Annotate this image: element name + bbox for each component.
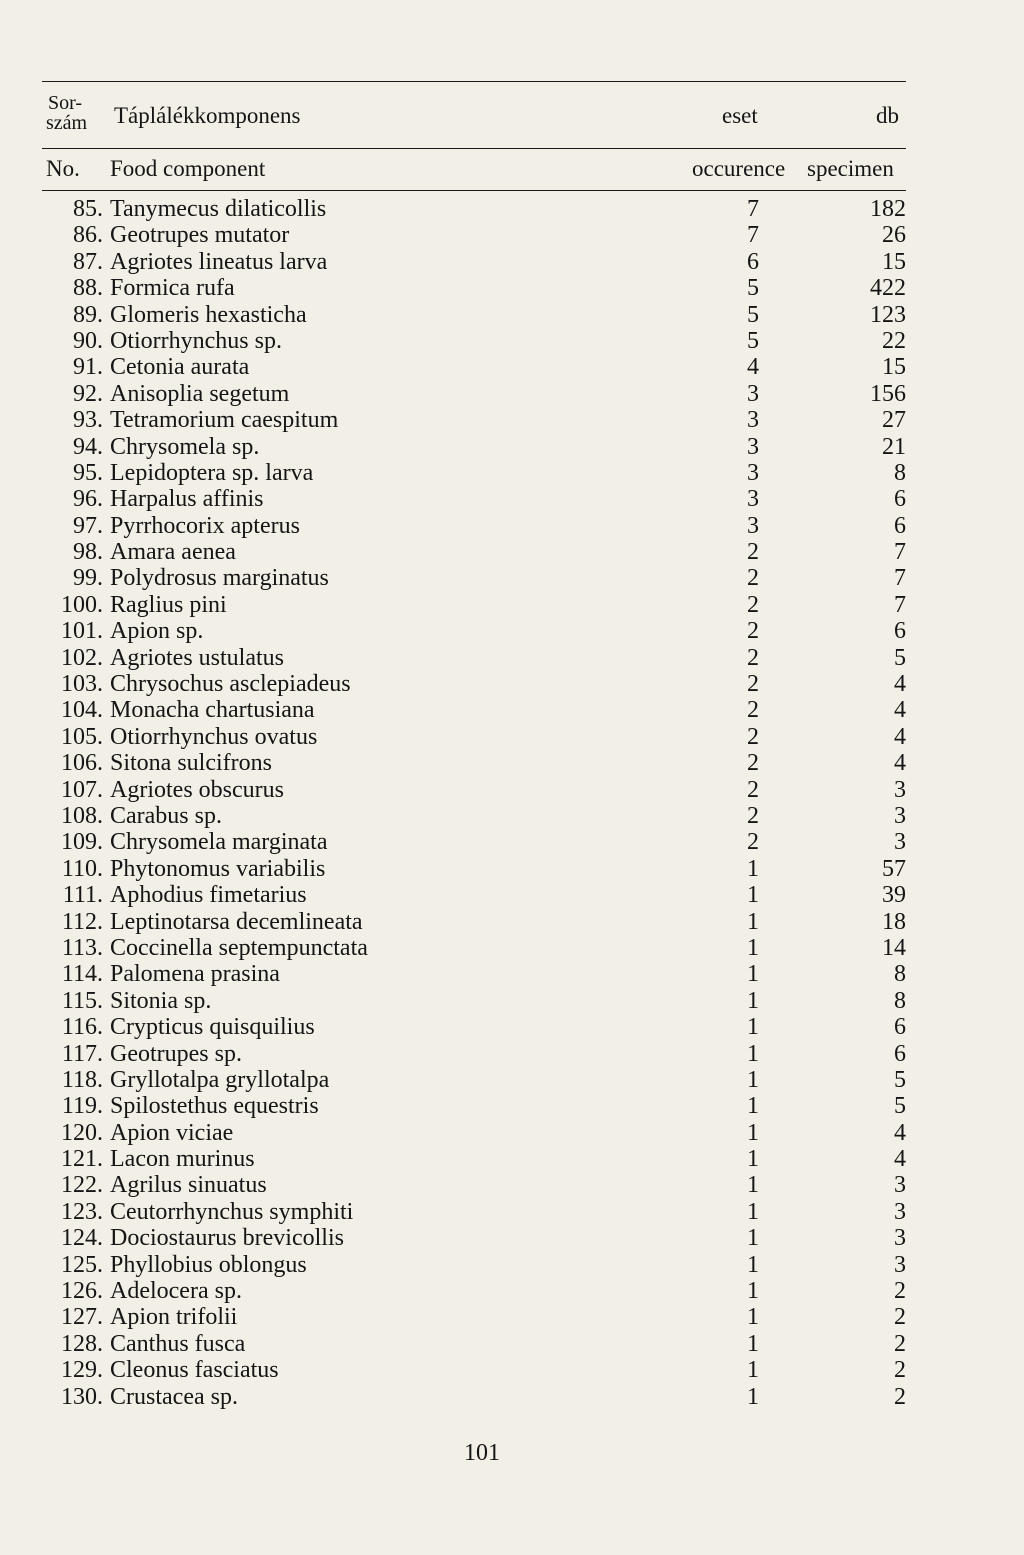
row-number: 98. <box>73 539 103 566</box>
occurrence-count: 3 <box>747 380 759 407</box>
food-component-name: Cleonus fasciatus <box>110 1357 279 1384</box>
row-number: 117. <box>61 1040 103 1067</box>
occurrence-count: 1 <box>747 908 759 935</box>
header-no-en: No. <box>46 156 80 181</box>
specimen-count: 6 <box>894 512 906 539</box>
food-component-name: Apion trifolii <box>110 1304 238 1331</box>
food-component-name: Crypticus quisquilius <box>110 1014 315 1041</box>
table-row <box>0 249 1024 275</box>
occurrence-count: 1 <box>747 1066 759 1093</box>
food-component-name: Otiorrhynchus sp. <box>110 327 282 354</box>
specimen-count: 156 <box>870 380 906 407</box>
table-row <box>0 697 1024 723</box>
specimen-count: 15 <box>882 248 906 275</box>
occurrence-count: 1 <box>747 1198 759 1225</box>
specimen-count: 14 <box>882 934 906 961</box>
occurrence-count: 1 <box>747 855 759 882</box>
row-number: 103. <box>61 671 103 698</box>
specimen-count: 5 <box>894 1066 906 1093</box>
header-occurrence-en: occurence <box>692 156 786 181</box>
occurrence-count: 3 <box>747 459 759 486</box>
food-component-name: Tetramorium caespitum <box>110 407 339 434</box>
table-row <box>0 1331 1024 1357</box>
row-number: 94. <box>73 433 103 460</box>
occurrence-count: 3 <box>747 433 759 460</box>
row-number: 100. <box>61 591 103 618</box>
row-number: 107. <box>61 776 103 803</box>
table-row <box>0 539 1024 565</box>
row-number: 110. <box>61 855 103 882</box>
occurrence-count: 1 <box>747 1040 759 1067</box>
food-component-name: Apion sp. <box>110 618 204 645</box>
specimen-count: 4 <box>894 1146 906 1173</box>
food-component-name: Sitona sulcifrons <box>110 750 272 777</box>
food-component-name: Tanymecus dilaticollis <box>110 196 327 222</box>
row-number: 123. <box>61 1198 103 1225</box>
specimen-count: 26 <box>882 222 906 249</box>
occurrence-count: 1 <box>747 1330 759 1357</box>
occurrence-count: 4 <box>747 354 759 381</box>
row-number: 96. <box>73 486 103 513</box>
occurrence-count: 3 <box>747 512 759 539</box>
specimen-count: 2 <box>894 1330 906 1357</box>
specimen-count: 3 <box>894 829 906 856</box>
food-component-name: Agriotes lineatus larva <box>110 248 328 275</box>
specimen-count: 3 <box>894 776 906 803</box>
occurrence-count: 1 <box>747 1304 759 1331</box>
specimen-count: 4 <box>894 750 906 777</box>
specimen-count: 39 <box>882 882 906 909</box>
food-component-name: Canthus fusca <box>110 1330 246 1357</box>
table-row <box>0 1146 1024 1172</box>
table-row <box>0 275 1024 301</box>
specimen-count: 8 <box>894 987 906 1014</box>
table-row <box>0 486 1024 512</box>
row-number: 116. <box>61 1014 103 1041</box>
occurrence-count: 1 <box>747 1251 759 1278</box>
specimen-count: 27 <box>882 407 906 434</box>
occurrence-count: 2 <box>747 829 759 856</box>
table-row <box>0 1252 1024 1278</box>
food-component-name: Agriotes ustulatus <box>110 644 284 671</box>
food-component-name: Apion viciae <box>110 1119 234 1146</box>
row-number: 124. <box>61 1225 103 1252</box>
food-component-name: Harpalus affinis <box>110 486 264 513</box>
header-occurrence-hu: eset <box>722 103 758 128</box>
specimen-count: 8 <box>894 459 906 486</box>
occurrence-count: 2 <box>747 539 759 566</box>
food-component-name: Monacha chartusiana <box>110 697 315 724</box>
occurrence-count: 2 <box>747 565 759 592</box>
table-row <box>0 302 1024 328</box>
food-component-name: Ceutorrhynchus symphiti <box>110 1198 354 1225</box>
food-component-name: Carabus sp. <box>110 802 222 829</box>
header-component-en: Food component <box>110 156 266 181</box>
specimen-count: 8 <box>894 961 906 988</box>
food-component-name: Raglius pini <box>110 591 227 618</box>
row-number: 120. <box>61 1119 103 1146</box>
food-component-name: Crustacea sp. <box>110 1383 238 1410</box>
row-number: 91. <box>73 354 103 381</box>
row-number: 129. <box>61 1357 103 1384</box>
row-number: 128. <box>61 1330 103 1357</box>
row-number: 102. <box>61 644 103 671</box>
occurrence-count: 7 <box>747 196 759 222</box>
row-number: 85. <box>73 196 103 222</box>
occurrence-count: 2 <box>747 776 759 803</box>
specimen-count: 2 <box>894 1278 906 1305</box>
specimen-count: 4 <box>894 671 906 698</box>
table-row <box>0 354 1024 380</box>
header-bottom-rule <box>42 190 906 191</box>
page-number: 101 <box>464 1440 500 1466</box>
table-row <box>0 618 1024 644</box>
food-component-name: Agriotes obscurus <box>110 776 284 803</box>
row-number: 97. <box>73 512 103 539</box>
occurrence-count: 1 <box>747 1146 759 1173</box>
table-row <box>0 1067 1024 1093</box>
row-number: 104. <box>61 697 103 724</box>
table-row <box>0 1093 1024 1119</box>
occurrence-count: 5 <box>747 301 759 328</box>
table-row <box>0 909 1024 935</box>
food-component-name: Agrilus sinuatus <box>110 1172 267 1199</box>
table-row <box>0 222 1024 248</box>
table-row <box>0 196 1024 222</box>
specimen-count: 3 <box>894 1172 906 1199</box>
food-component-name: Pyrrhocorix apterus <box>110 512 300 539</box>
specimen-count: 4 <box>894 723 906 750</box>
table-row <box>0 592 1024 618</box>
occurrence-count: 6 <box>747 248 759 275</box>
food-component-name: Leptinotarsa decemlineata <box>110 908 363 935</box>
specimen-count: 422 <box>870 275 906 302</box>
occurrence-count: 2 <box>747 723 759 750</box>
occurrence-count: 1 <box>747 1014 759 1041</box>
row-number: 88. <box>73 275 103 302</box>
row-number: 109. <box>61 829 103 856</box>
row-number: 122. <box>61 1172 103 1199</box>
specimen-count: 15 <box>882 354 906 381</box>
header-no-hu-line2: szám <box>46 112 88 134</box>
specimen-count: 2 <box>894 1304 906 1331</box>
header-component-hu: Táplálékkomponens <box>114 103 301 128</box>
table-row <box>0 671 1024 697</box>
occurrence-count: 1 <box>747 934 759 961</box>
specimen-count: 182 <box>870 196 906 222</box>
row-number: 125. <box>61 1251 103 1278</box>
row-number: 130. <box>61 1383 103 1410</box>
food-component-name: Chrysomela sp. <box>110 433 260 460</box>
specimen-count: 4 <box>894 697 906 724</box>
occurrence-count: 3 <box>747 407 759 434</box>
specimen-count: 3 <box>894 1198 906 1225</box>
table-row <box>0 513 1024 539</box>
occurrence-count: 2 <box>747 802 759 829</box>
row-number: 87. <box>73 248 103 275</box>
occurrence-count: 5 <box>747 275 759 302</box>
header-no-hu-line1: Sor- <box>48 92 83 114</box>
table-body <box>0 196 1024 1410</box>
row-number: 95. <box>73 459 103 486</box>
specimen-count: 22 <box>882 327 906 354</box>
food-component-name: Phytonomus variabilis <box>110 855 326 882</box>
table-row <box>0 328 1024 354</box>
row-number: 101. <box>61 618 103 645</box>
table-row <box>0 1225 1024 1251</box>
table-row <box>0 1304 1024 1330</box>
food-component-name: Gryllotalpa gryllotalpa <box>110 1066 330 1093</box>
row-number: 105. <box>61 723 103 750</box>
occurrence-count: 5 <box>747 327 759 354</box>
occurrence-count: 1 <box>747 882 759 909</box>
row-number: 127. <box>61 1304 103 1331</box>
row-number: 86. <box>73 222 103 249</box>
food-component-name: Chrysochus asclepiadeus <box>110 671 351 698</box>
food-component-name: Polydrosus marginatus <box>110 565 329 592</box>
food-component-name: Geotrupes sp. <box>110 1040 242 1067</box>
row-number: 90. <box>73 327 103 354</box>
food-component-name: Chrysomela marginata <box>110 829 328 856</box>
specimen-count: 6 <box>894 1014 906 1041</box>
occurrence-count: 2 <box>747 750 759 777</box>
food-component-name: Amara aenea <box>110 539 236 566</box>
table-row <box>0 988 1024 1014</box>
header-specimen-hu: db <box>876 103 899 128</box>
food-component-name: Aphodius fimetarius <box>110 882 307 909</box>
row-number: 113. <box>61 934 103 961</box>
table-row <box>0 961 1024 987</box>
occurrence-count: 1 <box>747 1278 759 1305</box>
table-top-rule <box>42 81 906 82</box>
food-component-name: Spilostethus equestris <box>110 1093 319 1120</box>
food-component-name: Adelocera sp. <box>110 1278 242 1305</box>
occurrence-count: 1 <box>747 1172 759 1199</box>
occurrence-count: 1 <box>747 961 759 988</box>
table-row <box>0 434 1024 460</box>
occurrence-count: 2 <box>747 618 759 645</box>
table-row <box>0 777 1024 803</box>
row-number: 93. <box>73 407 103 434</box>
occurrence-count: 1 <box>747 1357 759 1384</box>
specimen-count: 3 <box>894 1251 906 1278</box>
row-number: 114. <box>61 961 103 988</box>
specimen-count: 6 <box>894 486 906 513</box>
header-specimen-en: specimen <box>807 156 894 181</box>
table-row <box>0 1278 1024 1304</box>
food-component-name: Phyllobius oblongus <box>110 1251 307 1278</box>
food-component-name: Lepidoptera sp. larva <box>110 459 314 486</box>
specimen-count: 4 <box>894 1119 906 1146</box>
occurrence-count: 3 <box>747 486 759 513</box>
row-number: 121. <box>61 1146 103 1173</box>
row-number: 115. <box>61 987 103 1014</box>
specimen-count: 2 <box>894 1383 906 1410</box>
occurrence-count: 1 <box>747 987 759 1014</box>
food-component-name: Lacon murinus <box>110 1146 255 1173</box>
occurrence-count: 1 <box>747 1119 759 1146</box>
specimen-count: 123 <box>870 301 906 328</box>
table-row <box>0 856 1024 882</box>
table-row <box>0 381 1024 407</box>
table-row <box>0 565 1024 591</box>
occurrence-count: 2 <box>747 697 759 724</box>
occurrence-count: 1 <box>747 1225 759 1252</box>
table-row <box>0 750 1024 776</box>
specimen-count: 7 <box>894 565 906 592</box>
table-row <box>0 407 1024 433</box>
row-number: 108. <box>61 802 103 829</box>
row-number: 89. <box>73 301 103 328</box>
occurrence-count: 7 <box>747 222 759 249</box>
table-row <box>0 1384 1024 1410</box>
occurrence-count: 2 <box>747 591 759 618</box>
food-component-name: Sitonia sp. <box>110 987 212 1014</box>
specimen-count: 21 <box>882 433 906 460</box>
table-row <box>0 724 1024 750</box>
row-number: 126. <box>61 1278 103 1305</box>
table-row <box>0 1199 1024 1225</box>
specimen-count: 6 <box>894 618 906 645</box>
specimen-count: 5 <box>894 644 906 671</box>
food-component-name: Palomena prasina <box>110 961 280 988</box>
specimen-count: 6 <box>894 1040 906 1067</box>
row-number: 99. <box>73 565 103 592</box>
table-row <box>0 645 1024 671</box>
specimen-count: 2 <box>894 1357 906 1384</box>
food-component-name: Cetonia aurata <box>110 354 250 381</box>
row-number: 119. <box>61 1093 103 1120</box>
table-row <box>0 882 1024 908</box>
occurrence-count: 1 <box>747 1093 759 1120</box>
table-row <box>0 803 1024 829</box>
row-number: 112. <box>61 908 103 935</box>
specimen-count: 7 <box>894 539 906 566</box>
specimen-count: 7 <box>894 591 906 618</box>
occurrence-count: 2 <box>747 671 759 698</box>
specimen-count: 57 <box>882 855 906 882</box>
food-component-name: Otiorrhynchus ovatus <box>110 723 318 750</box>
specimen-count: 3 <box>894 802 906 829</box>
row-number: 111. <box>62 882 103 909</box>
table-row <box>0 829 1024 855</box>
table-row <box>0 1120 1024 1146</box>
specimen-count: 3 <box>894 1225 906 1252</box>
food-component-name: Coccinella septempunctata <box>110 934 368 961</box>
occurrence-count: 1 <box>747 1383 759 1410</box>
food-component-name: Geotrupes mutator <box>110 222 290 249</box>
table-row <box>0 1014 1024 1040</box>
table-row <box>0 935 1024 961</box>
table-row <box>0 1041 1024 1067</box>
table-row <box>0 1172 1024 1198</box>
food-component-name: Formica rufa <box>110 275 235 302</box>
food-component-name: Anisoplia segetum <box>110 380 290 407</box>
table-row <box>0 1357 1024 1383</box>
food-component-name: Glomeris hexasticha <box>110 301 307 328</box>
food-component-name: Dociostaurus brevicollis <box>110 1225 344 1252</box>
occurrence-count: 2 <box>747 644 759 671</box>
row-number: 118. <box>61 1066 103 1093</box>
specimen-count: 5 <box>894 1093 906 1120</box>
row-number: 106. <box>61 750 103 777</box>
table-row <box>0 460 1024 486</box>
row-number: 92. <box>73 380 103 407</box>
header-divider-rule <box>42 148 906 149</box>
specimen-count: 18 <box>882 908 906 935</box>
